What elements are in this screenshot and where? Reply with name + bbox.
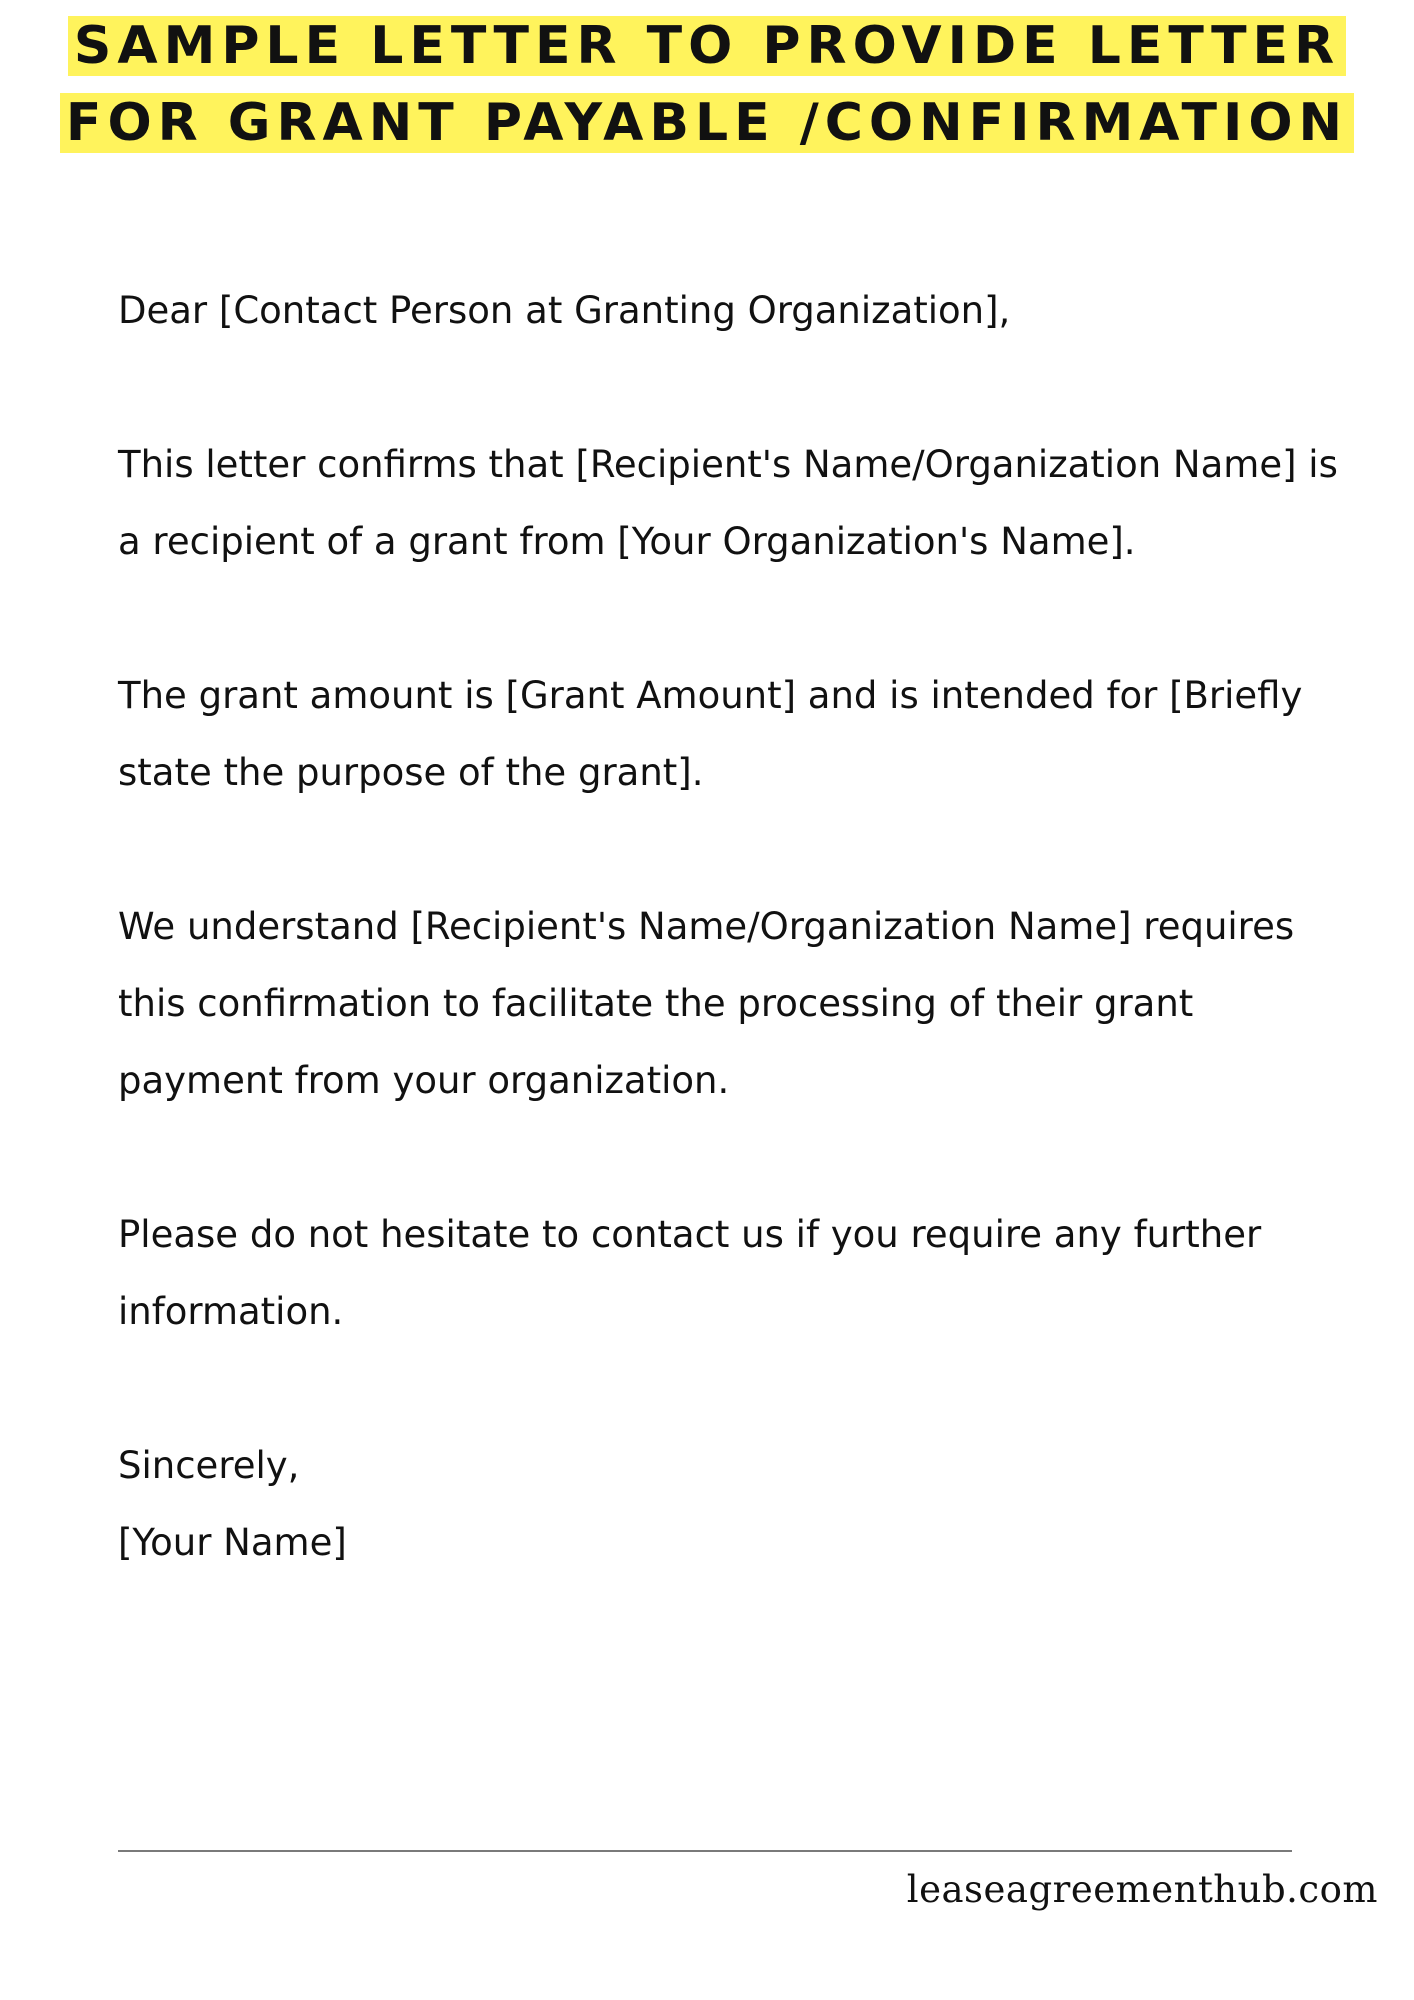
page-title <box>0 8 1414 162</box>
signature: [Your Name] <box>118 1521 347 1564</box>
paragraph-contact: Please do not hesitate to contact us if you require any further information. <box>118 1213 1262 1333</box>
letter-body <box>118 272 1368 1581</box>
closing-text: Sincerely, <box>118 1444 300 1487</box>
paragraph-purpose: We understand [Recipient's Name/Organization Name] requires this confirmation to facilitate the processing of their grant payment from your organization. <box>118 905 1295 1102</box>
closing <box>118 1427 1368 1581</box>
title-highlight: SAMPLE LETTER TO PROVIDE LETTER FOR GRANT PAYABLE /CONFIRMATION <box>60 16 1354 153</box>
salutation: Dear [Contact Person at Granting Organization], <box>118 289 1011 332</box>
paragraph-confirmation: This letter confirms that [Recipient's Name/Organization Name] is a recipient of a grant from [Your Organization's Name]. <box>118 443 1338 563</box>
paragraph-grant-amount: The grant amount is [Grant Amount] and is intended for [Briefly state the purpose of the grant]. <box>118 674 1303 794</box>
website-watermark: leaseagreementhub.com <box>906 1868 1378 1911</box>
footer-divider <box>118 1850 1292 1852</box>
